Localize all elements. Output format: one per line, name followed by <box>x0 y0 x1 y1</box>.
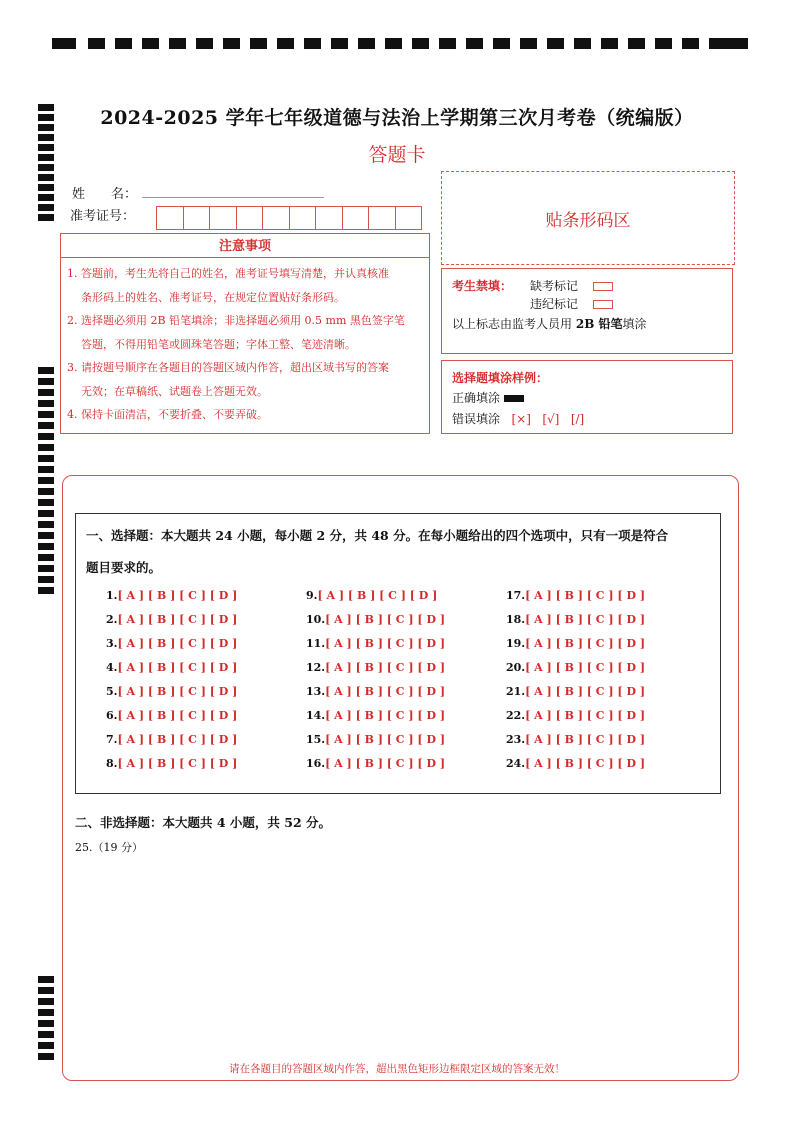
question-column <box>106 584 237 776</box>
question-row[interactable]: 7.[ A ] [ B ] [ C ] [ D ] <box>106 733 238 746</box>
exam-id-digit-box[interactable] <box>237 207 264 229</box>
question-row[interactable]: 14.[ A ] [ B ] [ C ] [ D ] <box>306 709 446 722</box>
question-row[interactable]: 8.[ A ] [ B ] [ C ] [ D ] <box>106 757 238 770</box>
question-row[interactable]: 21.[ A ] [ B ] [ C ] [ D ] <box>506 685 646 698</box>
exam-id-digit-box[interactable] <box>184 207 211 229</box>
exam-id-digit-box[interactable] <box>157 207 184 229</box>
question-row[interactable]: 17.[ A ] [ B ] [ C ] [ D ] <box>506 589 646 602</box>
question-row[interactable]: 2.[ A ] [ B ] [ C ] [ D ] <box>106 613 238 626</box>
question-row[interactable]: 13.[ A ] [ B ] [ C ] [ D ] <box>306 685 446 698</box>
section2-title: 二、非选择题：本大题共 4 小题，共 52 分。 <box>75 815 332 830</box>
notice-item: 2. 选择题必须用 2B 铅笔填涂；非选择题必须用 0.5 mm 黑色签字笔 答题，不得用铅笔或圆珠笔答题；字体工整、笔迹清晰。 <box>67 314 405 351</box>
examiner-only-box <box>441 268 733 354</box>
violation-mark-label: 违纪标记 <box>530 295 613 312</box>
question-row[interactable]: 12.[ A ] [ B ] [ C ] [ D ] <box>306 661 446 674</box>
notice-box <box>60 258 430 434</box>
question-row[interactable]: 15.[ A ] [ B ] [ C ] [ D ] <box>306 733 446 746</box>
absent-mark-box[interactable] <box>593 282 613 291</box>
filled-block-icon <box>504 395 524 402</box>
question-row[interactable]: 9.[ A ] [ B ] [ C ] [ D ] <box>306 589 438 602</box>
question-25-answer-area[interactable] <box>75 858 725 1053</box>
top-timing-marks <box>52 38 748 52</box>
exam-id-digit-box[interactable] <box>369 207 396 229</box>
exam-id-label: 准考证号： <box>70 209 136 224</box>
barcode-area <box>441 171 735 265</box>
wrong-fill-row: 错误填涂 [×] [√] [/] <box>452 412 585 426</box>
ban-note: 以上标志由监考人员用 2B 铅笔填涂 <box>452 317 647 331</box>
question-column <box>506 584 645 776</box>
answer-card-title: 答题卡 <box>368 144 426 166</box>
violation-mark-box[interactable] <box>593 300 613 309</box>
choice-question-box <box>75 513 721 794</box>
question-row[interactable]: 18.[ A ] [ B ] [ C ] [ D ] <box>506 613 646 626</box>
exam-title: 2024-2025 学年七年级道德与法治上学期第三次月考卷（统编版） <box>100 107 694 129</box>
correct-fill-row: 正确填涂 <box>452 389 524 406</box>
question-column <box>306 584 445 776</box>
fill-sample-box <box>441 360 733 434</box>
section1-intro-cont: 题目要求的。 <box>86 560 162 575</box>
exam-id-digit-box[interactable] <box>290 207 317 229</box>
notice-item: 1. 答题前，考生先将自己的姓名，准考证号填写清楚，并认真核准 条形码上的姓名、准考证号，在规定位置贴好条形码。 <box>67 267 389 304</box>
exam-id-digit-box[interactable] <box>396 207 422 229</box>
barcode-label: 贴条形码区 <box>545 210 631 231</box>
absent-mark-label: 缺考标记 <box>530 277 613 294</box>
question-row[interactable]: 10.[ A ] [ B ] [ C ] [ D ] <box>306 613 446 626</box>
question-row[interactable]: 19.[ A ] [ B ] [ C ] [ D ] <box>506 637 646 650</box>
notice-item: 4. 保持卡面清洁，不要折叠、不要弄破。 <box>67 408 268 421</box>
exam-id-digit-box[interactable] <box>263 207 290 229</box>
ban-label: 考生禁填： <box>452 279 513 293</box>
exam-id-digit-box[interactable] <box>210 207 237 229</box>
question-row[interactable]: 4.[ A ] [ B ] [ C ] [ D ] <box>106 661 238 674</box>
exam-id-digit-box[interactable] <box>343 207 370 229</box>
question-25-label: 25.（19 分） <box>75 841 143 854</box>
footer-warning: 请在各题目的答题区域内作答，超出黑色矩形边框限定区域的答案无效！ <box>229 1063 565 1075</box>
question-row[interactable]: 23.[ A ] [ B ] [ C ] [ D ] <box>506 733 646 746</box>
question-row[interactable]: 11.[ A ] [ B ] [ C ] [ D ] <box>306 637 446 650</box>
exam-id-digit-box[interactable] <box>316 207 343 229</box>
question-row[interactable]: 22.[ A ] [ B ] [ C ] [ D ] <box>506 709 646 722</box>
notice-item: 3. 请按题号顺序在各题目的答题区域内作答，超出区域书写的答案 无效；在草稿纸、试题卷上答题无效。 <box>67 361 389 398</box>
question-row[interactable]: 24.[ A ] [ B ] [ C ] [ D ] <box>506 757 646 770</box>
name-field[interactable] <box>142 197 324 198</box>
sample-title: 选择题填涂样例： <box>452 371 549 385</box>
question-row[interactable]: 1.[ A ] [ B ] [ C ] [ D ] <box>106 589 238 602</box>
question-row[interactable]: 16.[ A ] [ B ] [ C ] [ D ] <box>306 757 446 770</box>
question-row[interactable]: 20.[ A ] [ B ] [ C ] [ D ] <box>506 661 646 674</box>
question-row[interactable]: 6.[ A ] [ B ] [ C ] [ D ] <box>106 709 238 722</box>
name-label: 姓 名： <box>72 187 138 202</box>
section1-intro: 一、选择题：本大题共 24 小题，每小题 2 分，共 48 分。在每小题给出的四个选项中，只有一项是符合 <box>86 528 669 543</box>
exam-id-boxes[interactable] <box>156 206 422 230</box>
notice-title: 注意事项 <box>60 233 430 258</box>
question-row[interactable]: 3.[ A ] [ B ] [ C ] [ D ] <box>106 637 238 650</box>
question-row[interactable]: 5.[ A ] [ B ] [ C ] [ D ] <box>106 685 238 698</box>
